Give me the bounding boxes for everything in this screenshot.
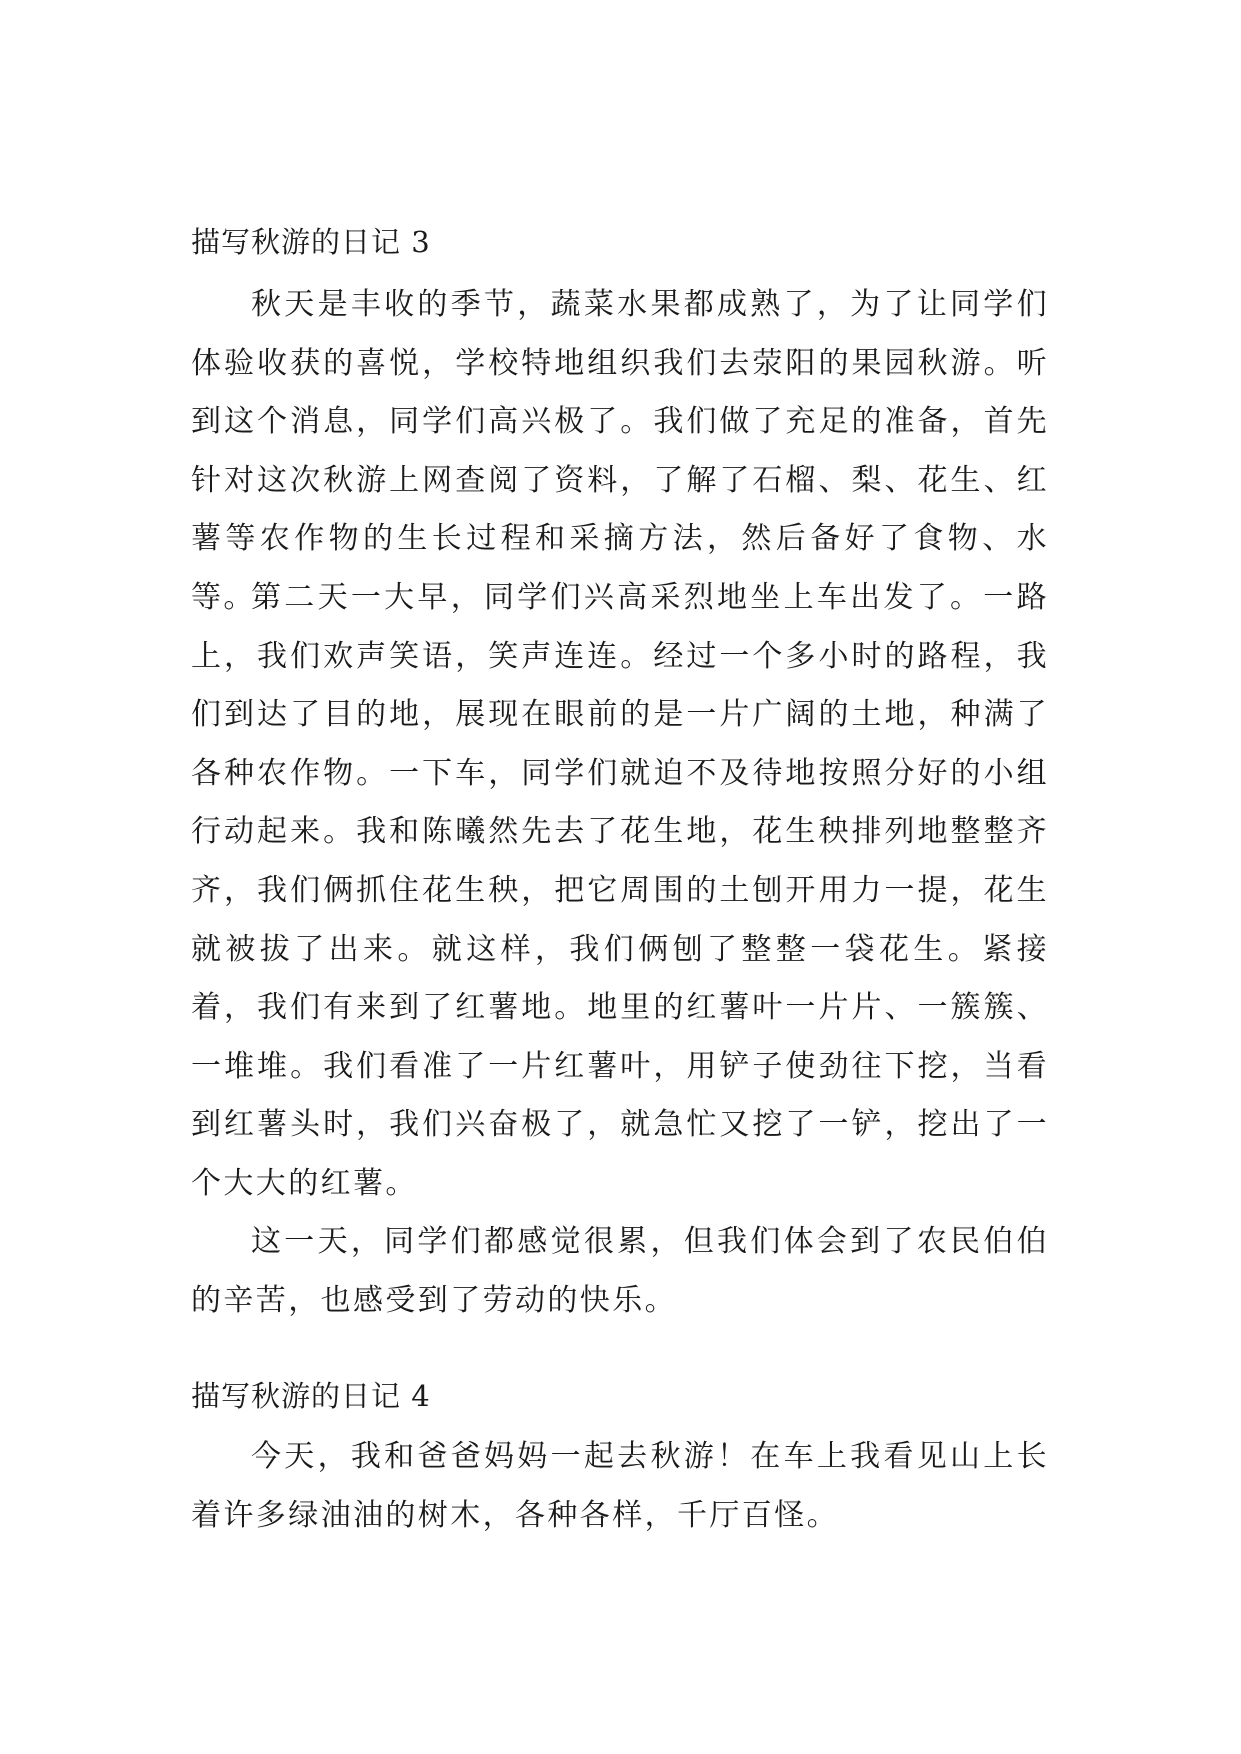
section-title: 描写秋游的日记 3 [191,225,431,259]
paragraph: 今天，我和爸爸妈妈一起去秋游！在车上我看见山上长着许多绿油油的树木，各种各样，千厅百怪。 [191,1439,1049,1533]
section-title: 描写秋游的日记 4 [191,1379,431,1413]
paragraph: 秋天是丰收的季节，蔬菜水果都成熟了，为了让同学们体验收获的喜悦，学校特地组织我们去荥阳的果园秋游。听到这个消息，同学们高兴极了。我们做了充足的准备，首先针对这次秋游上网查阅了资料，了解了石榴、梨、花生、红薯等农作物的生长过程和采摘方法，然后备好了食物、水等。 [191,287,1049,615]
paragraph: 这一天，同学们都感觉很累，但我们体会到了农民伯伯的辛苦，也感受到了劳动的快乐。 [191,1224,1049,1318]
paragraph: 第二天一大早，同学们兴高采烈地坐上车出发了。一路上，我们欢声笑语，笑声连连。经过一个多小时的路程，我们到达了目的地，展现在眼前的是一片广阔的土地，种满了各种农作物。一下车，同学们就迫不及待地按照分好的小组行动起来。我和陈曦然先去了花生地，花生秧排列地整整齐齐，我们俩抓住花生秧，把它周围的土刨开用力一提，花生就被拔了出来。就这样，我们俩刨了整整一袋花生。紧接着，我们有来到了红薯地。地里的红薯叶一片片、一簇簇、一堆堆。我们看准了一片红薯叶，用铲子使劲往下挖，当看到红薯头时，我们兴奋极了，就急忙又挖了一铲，挖出了一个大大的红薯。 [191,580,1049,1201]
